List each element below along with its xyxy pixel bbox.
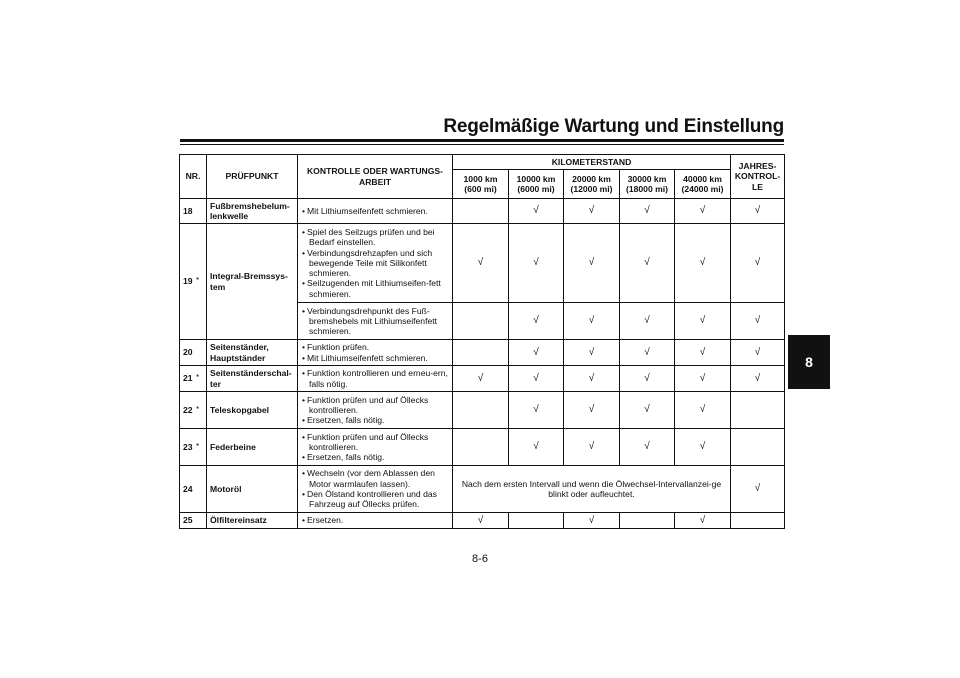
table-row [180,340,785,366]
mark-cell: √ [675,303,731,340]
mark-cell: √ [509,429,564,466]
check-instructions: • Spiel des Seilzugs prüfen und bei Bedarf einstellen. • Verbindungsdrehzapfen und sich bewegende Teile mit Silikonfett schmieren. • Seilzugenden mit Lithiumseifen-fett schmieren. [298,224,453,303]
header-kontrolle: KONTROLLE ODER WARTUNGS-ARBEIT [298,155,453,199]
mark-cell: √ [675,199,731,224]
check-item: Ölfiltereinsatz [207,513,298,529]
mark-cell: √ [509,199,564,224]
header-interval: 30000 km (18000 mi) [620,170,675,199]
mark-cell: √ [620,199,675,224]
check-instructions: • Funktion prüfen und auf Öllecks kontrollieren. • Ersetzen, falls nötig. [298,429,453,466]
mark-cell [453,199,509,224]
header-interval: 40000 km (24000 mi) [675,170,731,199]
mark-cell [731,392,785,429]
row-number: 19 * [180,224,207,340]
mark-cell: √ [675,392,731,429]
table-row [180,429,785,466]
mark-cell: √ [564,199,620,224]
table-row [180,366,785,392]
header-kilometerstand: KILOMETERSTAND [453,155,731,170]
check-item: Motoröl [207,466,298,513]
mark-cell: √ [509,340,564,366]
check-item: Integral-Bremssys-tem [207,224,298,340]
check-instructions: • Funktion prüfen und auf Öllecks kontrollieren. • Ersetzen, falls nötig. [298,392,453,429]
header-interval: 1000 km (600 mi) [453,170,509,199]
header-interval: 20000 km (12000 mi) [564,170,620,199]
title-rule-thin [180,144,784,145]
row-number: 23 * [180,429,207,466]
check-item: Teleskopgabel [207,392,298,429]
table-row [180,199,785,224]
mark-cell [731,429,785,466]
mark-cell: √ [564,392,620,429]
mark-cell: √ [509,366,564,392]
mark-cell: √ [564,303,620,340]
check-instructions: • Ersetzen. [298,513,453,529]
check-instructions: • Verbindungsdrehpunkt des Fuß-bremshebels mit Lithiumseifenfett schmieren. [298,303,453,340]
table-row [180,513,785,529]
table-row [180,466,785,513]
page-title: Regelmäßige Wartung und Einstellung [443,116,784,137]
mark-cell: √ [453,366,509,392]
mark-cell: √ [620,303,675,340]
mark-cell [620,513,675,529]
mark-cell: √ [564,429,620,466]
mark-cell: √ [453,224,509,303]
mark-cell [453,303,509,340]
check-item: Seitenständer, Hauptständer [207,340,298,366]
mark-cell: √ [731,303,785,340]
table-row [180,224,785,303]
mark-cell: √ [620,224,675,303]
mark-cell: √ [509,224,564,303]
header-pruefpunkt: PRÜFPUNKT [207,155,298,199]
mark-cell: √ [620,429,675,466]
table-row [180,392,785,429]
mark-cell [509,513,564,529]
mark-cell [731,513,785,529]
check-instructions: • Funktion kontrollieren und erneu-ern, falls nötig. [298,366,453,392]
mark-cell: √ [731,466,785,513]
mark-cell: √ [731,366,785,392]
mark-cell: √ [453,513,509,529]
title-rule-thick [180,139,784,142]
check-item: Fußbremshebelum-lenkwelle [207,199,298,224]
mark-cell: √ [564,513,620,529]
mark-cell [453,429,509,466]
mark-cell: √ [509,392,564,429]
check-instructions: • Mit Lithiumseifenfett schmieren. [298,199,453,224]
check-item: Federbeine [207,429,298,466]
header-jahreskontrolle: JAHRES-KONTROL-LE [731,155,785,199]
mark-cell: √ [620,392,675,429]
mark-cell: √ [731,224,785,303]
mark-cell: √ [564,366,620,392]
maintenance-table [179,154,785,529]
interval-note: Nach dem ersten Intervall und wenn die Ölwechsel-Intervallanzei-ge blinkt oder aufleuchtet. [453,466,731,513]
mark-cell: √ [675,513,731,529]
mark-cell: √ [620,366,675,392]
mark-cell [453,392,509,429]
mark-cell: √ [731,199,785,224]
page-number: 8-6 [472,553,488,565]
check-item: Seitenständerschal-ter [207,366,298,392]
mark-cell: √ [620,340,675,366]
mark-cell: √ [564,340,620,366]
mark-cell: √ [731,340,785,366]
header-interval: 10000 km (6000 mi) [509,170,564,199]
row-number: 24 [180,466,207,513]
chapter-tab: 8 [788,335,830,389]
mark-cell: √ [509,303,564,340]
mark-cell [453,340,509,366]
row-number: 20 [180,340,207,366]
mark-cell: √ [564,224,620,303]
check-instructions: • Wechseln (vor dem Ablassen den Motor warmlaufen lassen). • Den Ölstand kontrollieren und das Fahrzeug auf Öllecks prüfen. [298,466,453,513]
row-number: 25 [180,513,207,529]
mark-cell: √ [675,340,731,366]
row-number: 18 [180,199,207,224]
mark-cell: √ [675,429,731,466]
mark-cell: √ [675,224,731,303]
header-nr: NR. [180,155,207,199]
row-number: 21 * [180,366,207,392]
check-instructions: • Funktion prüfen. • Mit Lithiumseifenfett schmieren. [298,340,453,366]
mark-cell: √ [675,366,731,392]
row-number: 22 * [180,392,207,429]
